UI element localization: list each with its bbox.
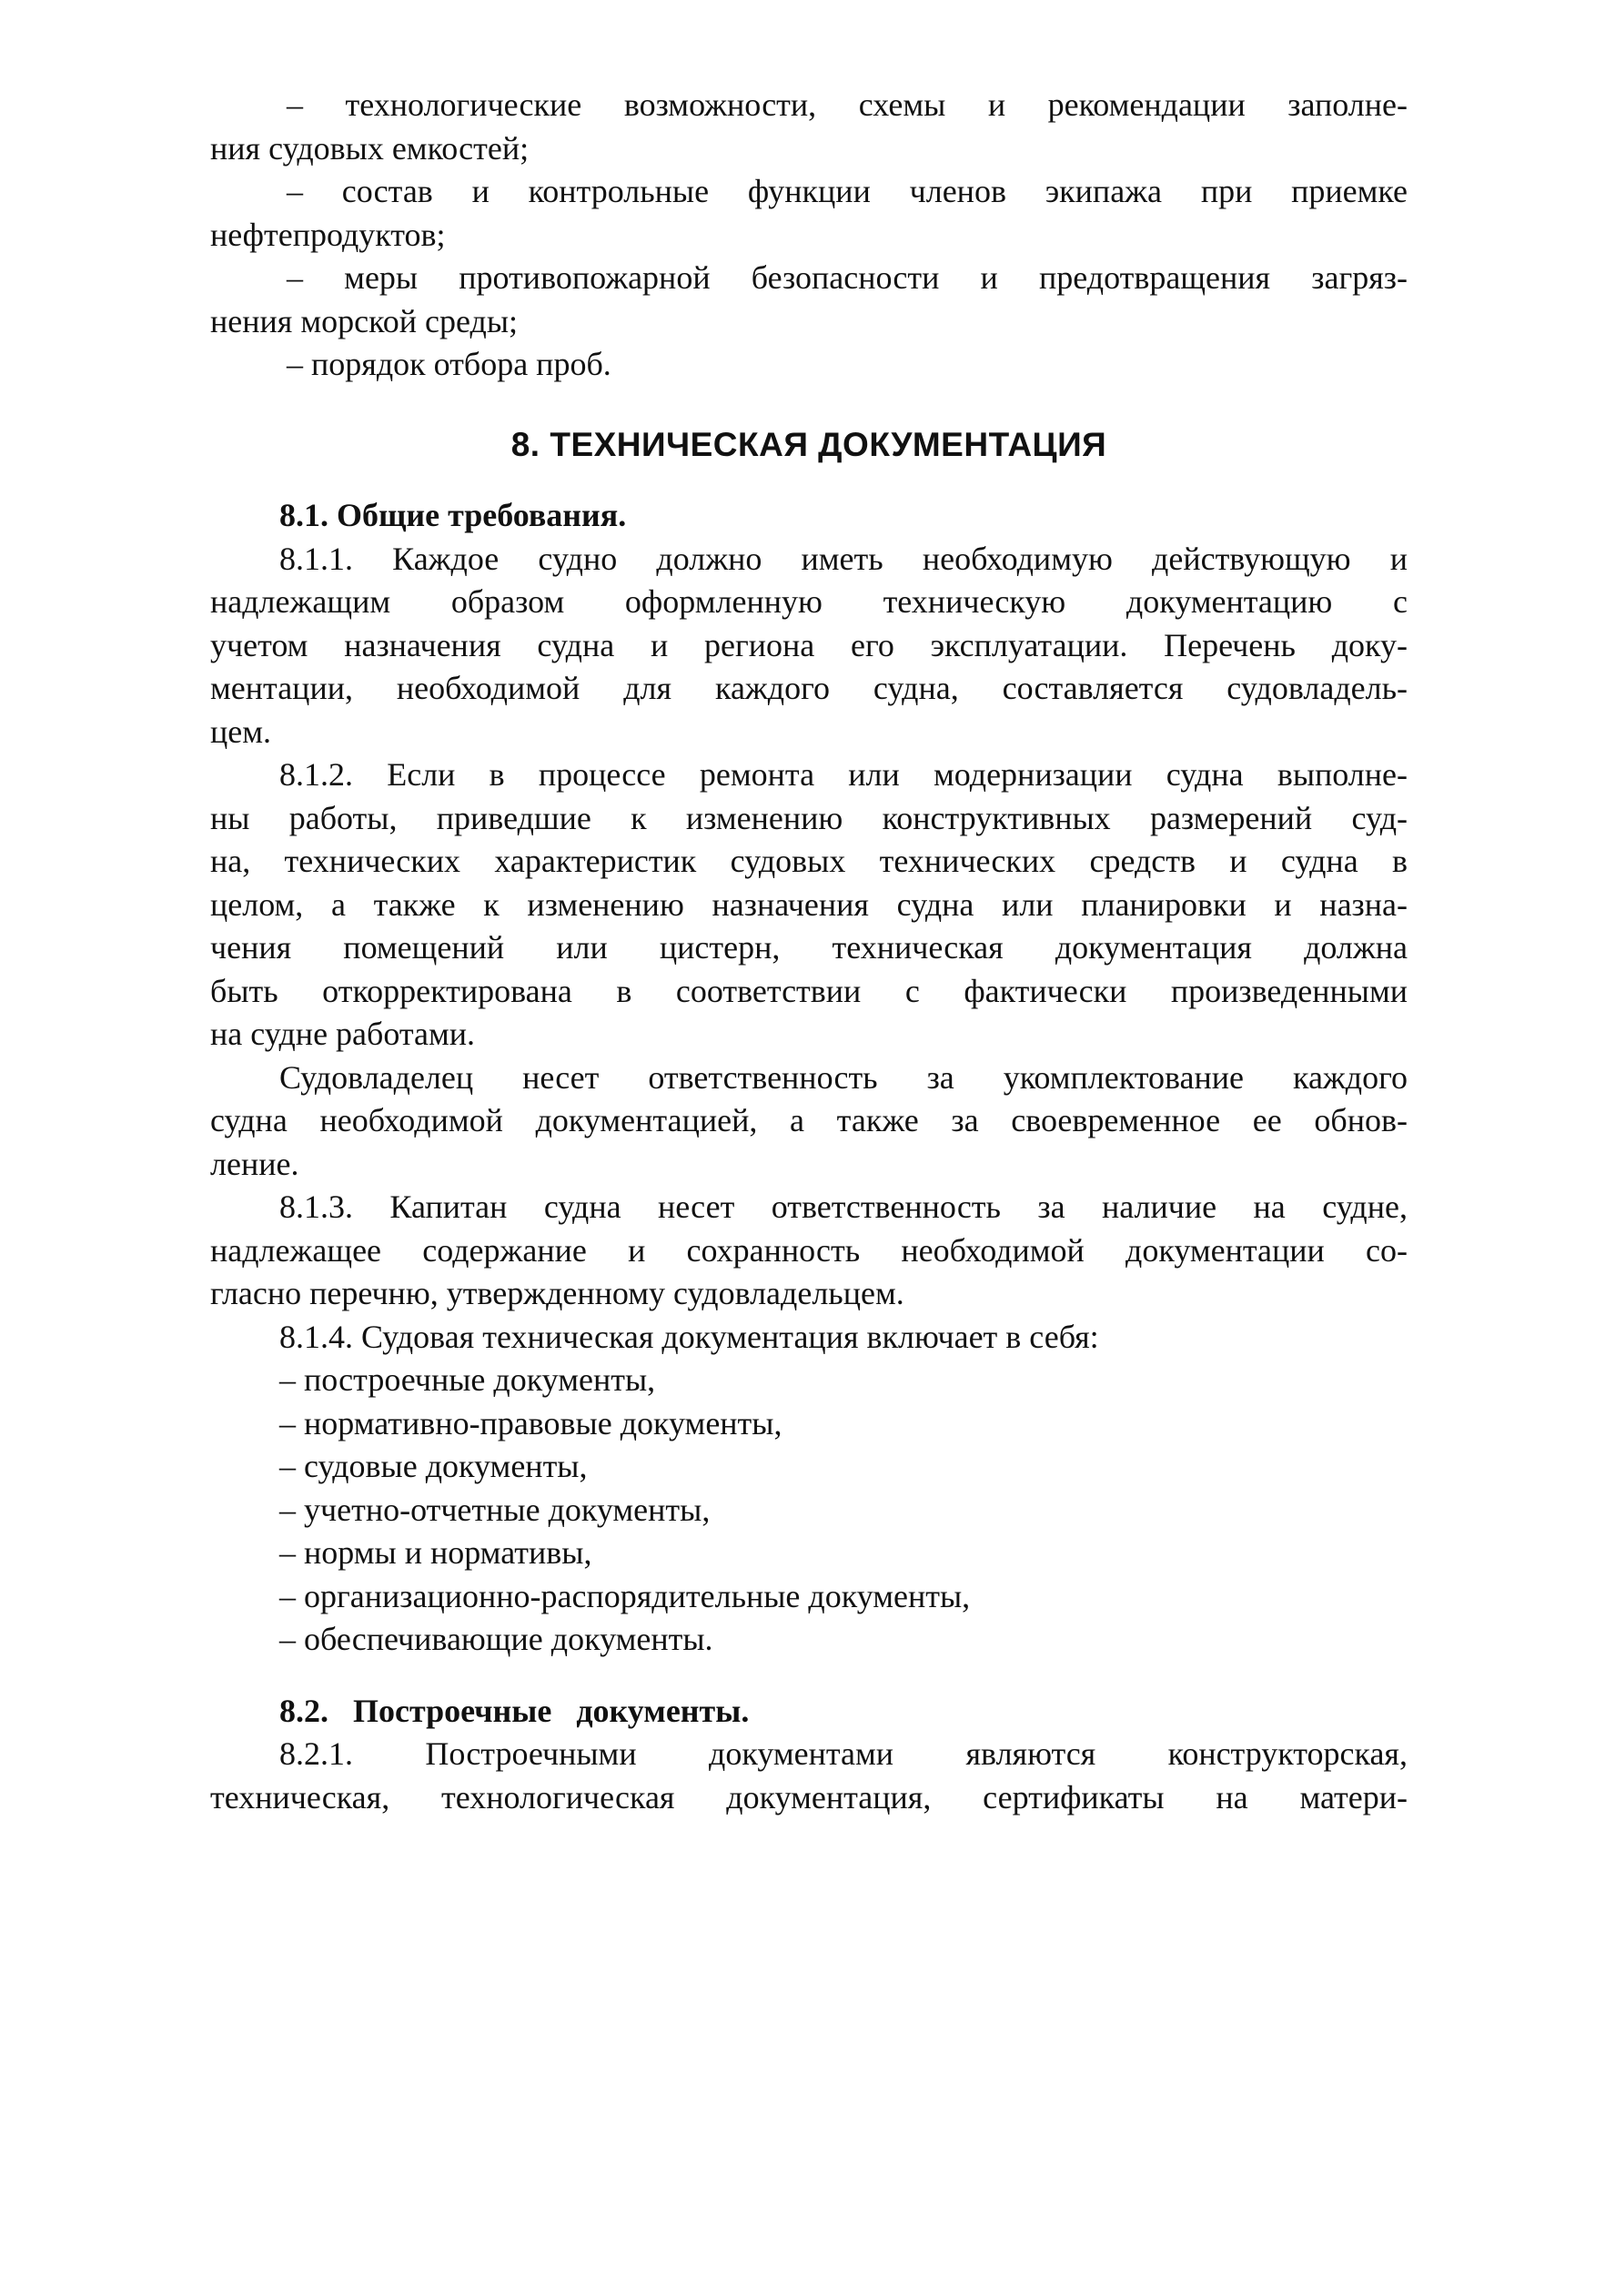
text-line: надлежащее содержание и сохранность необходимой документации со- bbox=[210, 1231, 1408, 1269]
list-item: – обеспечивающие документы. bbox=[279, 1621, 713, 1657]
text-line: техническая, технологическая документация, сертификаты на матери- bbox=[210, 1778, 1408, 1816]
text-line: Судовладелец несет ответственность за укомплектование каждого bbox=[279, 1058, 1408, 1096]
intro-list-line: ния судовых емкостей; bbox=[210, 129, 530, 167]
intro-list-line: нения морской среды; bbox=[210, 302, 519, 339]
text-line: чения помещений или цистерн, техническая документация должна bbox=[210, 929, 1408, 966]
intro-list-line: – состав и контрольные функции членов экипажа при приемке bbox=[287, 173, 1408, 209]
text-line: на судне работами. bbox=[210, 1016, 476, 1052]
text-line: на, технических характеристик судовых технических средств и судна в bbox=[210, 843, 1408, 879]
text-line: ление. bbox=[210, 1145, 299, 1182]
text-line: надлежащим образом оформленную техническую документацию с bbox=[210, 583, 1408, 620]
intro-list-line: – технологические возможности, схемы и рекомендации заполне- bbox=[287, 86, 1408, 123]
text-line: 8.2.1. Построечными документами являются конструкторская, bbox=[279, 1735, 1408, 1772]
text-line: ны работы, приведшие к изменению конструктивных размерений суд- bbox=[210, 799, 1408, 836]
text-line: 8.1.2. Если в процессе ремонта или модернизации судна выполне- bbox=[279, 756, 1408, 793]
paragraph-8-1-1 bbox=[210, 538, 1408, 754]
text-line: быть откорректирована в соответствии с фактически произведенными bbox=[210, 972, 1408, 1009]
list-item: – нормы и нормативы, bbox=[279, 1534, 592, 1571]
text-line: 8.1.3. Капитан судна несет ответственность за наличие на судне, bbox=[279, 1188, 1408, 1225]
paragraph-8-1-3 bbox=[210, 1186, 1408, 1316]
subsection-title: 8.1. Общие требования. bbox=[279, 497, 627, 533]
intro-list-line: – порядок отбора проб. bbox=[287, 346, 611, 382]
paragraph-8-1-4: 8.1.4. Судовая техническая документация включает в себя: bbox=[279, 1318, 1099, 1355]
document-page bbox=[210, 84, 1408, 1819]
text-line: ментации, необходимой для каждого судна, составляется судовладель- bbox=[210, 670, 1408, 706]
text-line: цем. bbox=[210, 713, 272, 750]
text-line: 8.1.1. Каждое судно должно иметь необходимую действующую и bbox=[279, 540, 1408, 577]
list-item: – нормативно-правовые документы, bbox=[279, 1404, 782, 1441]
section-title: 8. ТЕХНИЧЕСКАЯ ДОКУМЕНТАЦИЯ bbox=[510, 425, 1107, 463]
text-line: целом, а также к изменению назначения судна или планировки и назна- bbox=[210, 885, 1408, 923]
paragraph-8-2-1 bbox=[210, 1733, 1408, 1819]
subsection-title: 8.2. Построечные документы. bbox=[279, 1692, 750, 1729]
text-line: гласно перечню, утвержденному судовладельцем. bbox=[210, 1275, 904, 1311]
list-item: – судовые документы, bbox=[279, 1448, 588, 1484]
list-item: – учетно-отчетные документы, bbox=[279, 1491, 711, 1528]
paragraph-8-1-2 bbox=[210, 754, 1408, 1057]
text-line: судна необходимой документацией, а также за своевременное ее обнов- bbox=[210, 1102, 1408, 1138]
list-item: – построечные документы, bbox=[279, 1361, 656, 1398]
doc-types-list bbox=[210, 1359, 1408, 1662]
intro-list-line: – меры противопожарной безопасности и предотвращения загряз- bbox=[287, 259, 1408, 296]
text-line: учетом назначения судна и региона его эксплуатации. Перечень доку- bbox=[210, 626, 1408, 663]
paragraph-owner bbox=[210, 1057, 1408, 1187]
intro-list bbox=[210, 84, 1408, 387]
list-item: – организационно-распорядительные документы, bbox=[279, 1577, 971, 1614]
intro-list-line: нефтепродуктов; bbox=[210, 216, 446, 253]
